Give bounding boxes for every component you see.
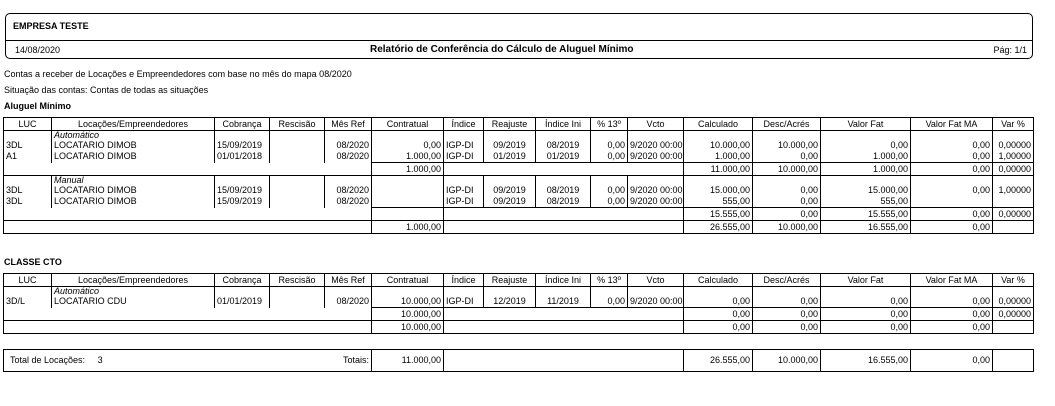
subtotal-desc-acres: 0,00 bbox=[753, 308, 821, 321]
subtotal-calculado: 11.000,00 bbox=[684, 163, 753, 176]
cell-luc: 3DL bbox=[4, 140, 52, 151]
cell-rescisao bbox=[270, 151, 325, 163]
cell-vcto bbox=[628, 287, 684, 297]
total-calculado: 26.555,00 bbox=[684, 350, 753, 372]
total-var bbox=[993, 350, 1034, 372]
col-header-locacoes: Locações/Empreendedores bbox=[52, 274, 215, 287]
cell-luc: A1 bbox=[4, 151, 52, 163]
cell-locacoes: LOCATARIO DIMOB bbox=[52, 185, 215, 196]
cell-valor-fat-ma: 0,00 bbox=[911, 151, 993, 163]
total-blank bbox=[4, 321, 372, 334]
subtotal-calculado: 0,00 bbox=[684, 308, 753, 321]
cell-contratual bbox=[372, 185, 444, 196]
cell-valor-fat-ma: 0,00 bbox=[911, 296, 993, 308]
cell-locacoes: LOCATARIO DIMOB bbox=[52, 196, 215, 208]
col-header-indice-ini: Índice Ini bbox=[536, 274, 591, 287]
cell-desc-acres bbox=[753, 176, 821, 186]
total-locacoes-label: Total de Locações: bbox=[10, 355, 86, 365]
group-label-row bbox=[4, 131, 1034, 141]
cell-vcto: 9/2020 00:00 bbox=[628, 185, 684, 196]
cell-luc bbox=[4, 176, 52, 186]
cell-indice: IGP-DI bbox=[444, 196, 484, 208]
subtotal-desc-acres: 10.000,00 bbox=[753, 163, 821, 176]
cell-indice-ini: 08/2019 bbox=[536, 196, 591, 208]
cell-rescisao bbox=[270, 140, 325, 151]
cell-vcto: 9/2020 00:00 bbox=[628, 151, 684, 163]
col-header-contratual: Contratual bbox=[372, 274, 444, 287]
cell-reajuste bbox=[484, 131, 536, 141]
col-header-reajuste: Reajuste bbox=[484, 274, 536, 287]
subtotal-var: 0,00000 bbox=[993, 308, 1034, 321]
aluguel-minimo-table bbox=[3, 117, 1034, 234]
cell-reajuste: 12/2019 bbox=[484, 296, 536, 308]
table-row bbox=[4, 296, 1034, 308]
table-header-row bbox=[4, 118, 1034, 131]
cell-contratual bbox=[372, 196, 444, 208]
report-date: 14/08/2020 bbox=[15, 45, 61, 55]
subtotal-valor-fat: 0,00 bbox=[821, 308, 911, 321]
col-header-luc: LUC bbox=[4, 118, 52, 131]
cell-rescisao bbox=[270, 287, 325, 297]
cell-vcto bbox=[628, 131, 684, 141]
cell-reajuste: 09/2019 bbox=[484, 140, 536, 151]
col-header-contratual: Contratual bbox=[372, 118, 444, 131]
col-header-var: Var % bbox=[993, 274, 1034, 287]
cell-desc-acres: 0,00 bbox=[753, 196, 821, 208]
subtotal-valor-fat-ma: 0,00 bbox=[911, 308, 993, 321]
cell-calculado bbox=[684, 287, 753, 297]
cell-indice-ini: 01/2019 bbox=[536, 151, 591, 163]
cell-mes-ref: 08/2020 bbox=[325, 140, 372, 151]
table-row bbox=[4, 185, 1034, 196]
cell-mes-ref: 08/2020 bbox=[325, 151, 372, 163]
section-total-row bbox=[4, 221, 1034, 234]
cell-pct13: 0,00 bbox=[591, 196, 628, 208]
cell-cobranca: 15/09/2019 bbox=[215, 196, 270, 208]
cell-var: 0,00000 bbox=[993, 296, 1034, 308]
cell-luc: 3D/L bbox=[4, 296, 52, 308]
cell-var bbox=[993, 196, 1034, 208]
col-header-indice-ini: Índice Ini bbox=[536, 118, 591, 131]
cell-desc-acres bbox=[753, 131, 821, 141]
info-line-1: Contas a receber de Locações e Empreendedores com base no mês do mapa 08/2020 bbox=[4, 69, 352, 79]
cell-var: 1,00000 bbox=[993, 151, 1034, 163]
cell-cobranca bbox=[215, 287, 270, 297]
section-total-calculado: 0,00 bbox=[684, 321, 753, 334]
cell-vcto bbox=[628, 176, 684, 186]
header-divider bbox=[6, 40, 1032, 41]
total-mid-blank bbox=[444, 221, 684, 234]
totais-label: Totais: bbox=[215, 350, 372, 372]
table-row bbox=[4, 196, 1034, 208]
total-valor-fat: 16.555,00 bbox=[821, 350, 911, 372]
group-label: Automático bbox=[52, 131, 215, 141]
cell-indice-ini: 08/2019 bbox=[536, 140, 591, 151]
cell-valor-fat-ma bbox=[911, 287, 993, 297]
cell-calculado bbox=[684, 176, 753, 186]
cell-valor-fat: 1.000,00 bbox=[821, 151, 911, 163]
cell-luc: 3DL bbox=[4, 196, 52, 208]
col-header-locacoes: Locações/Empreendedores bbox=[52, 118, 215, 131]
cell-calculado: 15.000,00 bbox=[684, 185, 753, 196]
table-row bbox=[4, 151, 1034, 163]
section-total-contratual: 1.000,00 bbox=[372, 221, 444, 234]
col-header-mes-ref: Mês Ref bbox=[325, 118, 372, 131]
cell-indice: IGP-DI bbox=[444, 140, 484, 151]
subtotal-contratual bbox=[372, 208, 444, 221]
subtotal-calculado: 15.555,00 bbox=[684, 208, 753, 221]
cell-rescisao bbox=[270, 131, 325, 141]
cell-indice bbox=[444, 287, 484, 297]
company-name: EMPRESA TESTE bbox=[13, 21, 89, 31]
cell-valor-fat: 0,00 bbox=[821, 296, 911, 308]
cell-locacoes: LOCATARIO CDU bbox=[52, 296, 215, 308]
section-total-var bbox=[993, 221, 1034, 234]
col-header-pct13: % 13º bbox=[591, 274, 628, 287]
cell-var bbox=[993, 176, 1034, 186]
cell-cobranca: 15/09/2019 bbox=[215, 185, 270, 196]
total-blank bbox=[444, 350, 684, 372]
cell-calculado: 10.000,00 bbox=[684, 140, 753, 151]
cell-indice: IGP-DI bbox=[444, 296, 484, 308]
cell-vcto: 9/2020 00:00 bbox=[628, 196, 684, 208]
section-total-valor-fat-ma: 0,00 bbox=[911, 321, 993, 334]
col-header-var: Var % bbox=[993, 118, 1034, 131]
cell-cobranca: 01/01/2018 bbox=[215, 151, 270, 163]
cell-cobranca bbox=[215, 176, 270, 186]
section-total-calculado: 26.555,00 bbox=[684, 221, 753, 234]
col-header-pct13: % 13º bbox=[591, 118, 628, 131]
cell-valor-fat-ma bbox=[911, 176, 993, 186]
section-total-var bbox=[993, 321, 1034, 334]
cell-mes-ref bbox=[325, 131, 372, 141]
col-header-luc: LUC bbox=[4, 274, 52, 287]
table-header-row bbox=[4, 274, 1034, 287]
cell-valor-fat-ma: 0,00 bbox=[911, 185, 993, 196]
cell-contratual: 1.000,00 bbox=[372, 151, 444, 163]
section-total-valor-fat-ma: 0,00 bbox=[911, 221, 993, 234]
report-title: Relatório de Conferência do Cálculo de Aluguel Mínimo bbox=[370, 44, 634, 55]
cell-valor-fat-ma bbox=[911, 196, 993, 208]
cell-contratual: 10.000,00 bbox=[372, 296, 444, 308]
col-header-desc-acres: Desc/Acrés bbox=[753, 274, 821, 287]
report-header bbox=[5, 13, 1033, 59]
subtotal-blank bbox=[4, 308, 372, 321]
cell-valor-fat: 0,00 bbox=[821, 140, 911, 151]
col-header-mes-ref: Mês Ref bbox=[325, 274, 372, 287]
cell-mes-ref: 08/2020 bbox=[325, 196, 372, 208]
col-header-indice: Índice bbox=[444, 118, 484, 131]
cell-locacoes: LOCATARIO DIMOB bbox=[52, 151, 215, 163]
col-header-vcto: Vcto bbox=[628, 118, 684, 131]
col-header-valor-fat-ma: Valor Fat MA bbox=[911, 274, 993, 287]
cell-indice bbox=[444, 131, 484, 141]
subtotal-blank bbox=[4, 208, 372, 221]
col-header-desc-acres: Desc/Acrés bbox=[753, 118, 821, 131]
cell-luc: 3DL bbox=[4, 185, 52, 196]
total-locacoes-value: 3 bbox=[97, 355, 103, 365]
cell-var: 0,00000 bbox=[993, 140, 1034, 151]
subtotal-valor-fat-ma: 0,00 bbox=[911, 163, 993, 176]
cell-mes-ref bbox=[325, 287, 372, 297]
subtotal-row bbox=[4, 163, 1034, 176]
cell-mes-ref: 08/2020 bbox=[325, 296, 372, 308]
cell-rescisao bbox=[270, 196, 325, 208]
cell-rescisao bbox=[270, 176, 325, 186]
group-label: Manual bbox=[52, 176, 215, 186]
cell-indice-ini: 08/2019 bbox=[536, 185, 591, 196]
cell-rescisao bbox=[270, 185, 325, 196]
cell-locacoes: LOCATARIO DIMOB bbox=[52, 140, 215, 151]
col-header-calculado: Calculado bbox=[684, 274, 753, 287]
totals-row bbox=[4, 350, 1034, 372]
subtotal-mid-blank bbox=[444, 163, 684, 176]
col-header-rescisao: Rescisão bbox=[270, 118, 325, 131]
cell-valor-fat bbox=[821, 131, 911, 141]
subtotal-var: 0,00000 bbox=[993, 163, 1034, 176]
cell-indice-ini bbox=[536, 131, 591, 141]
total-valor-fat-ma: 0,00 bbox=[911, 350, 993, 372]
total-contratual: 11.000,00 bbox=[372, 350, 444, 372]
cell-var bbox=[993, 287, 1034, 297]
cell-contratual bbox=[372, 287, 444, 297]
section-total-contratual: 10.000,00 bbox=[372, 321, 444, 334]
page-number: Pág: 1/1 bbox=[993, 45, 1027, 55]
subtotal-valor-fat: 15.555,00 bbox=[821, 208, 911, 221]
cell-reajuste bbox=[484, 176, 536, 186]
col-header-indice: Índice bbox=[444, 274, 484, 287]
subtotal-mid-blank bbox=[444, 208, 684, 221]
table-row bbox=[4, 140, 1034, 151]
col-header-valor-fat: Valor Fat bbox=[821, 118, 911, 131]
cell-pct13: 0,00 bbox=[591, 185, 628, 196]
subtotal-valor-fat: 1.000,00 bbox=[821, 163, 911, 176]
cell-contratual: 0,00 bbox=[372, 140, 444, 151]
section-total-desc-acres: 0,00 bbox=[753, 321, 821, 334]
cell-indice-ini bbox=[536, 176, 591, 186]
cell-var bbox=[993, 131, 1034, 141]
total-locacoes-cell bbox=[4, 350, 215, 372]
classe-cto-table bbox=[3, 273, 1034, 334]
section-title-classe: CLASSE CTO bbox=[4, 257, 62, 267]
cell-valor-fat: 15.000,00 bbox=[821, 185, 911, 196]
subtotal-valor-fat-ma: 0,00 bbox=[911, 208, 993, 221]
cell-cobranca: 01/01/2019 bbox=[215, 296, 270, 308]
cell-calculado: 1.000,00 bbox=[684, 151, 753, 163]
cell-reajuste: 01/2019 bbox=[484, 151, 536, 163]
subtotal-var: 0,00000 bbox=[993, 208, 1034, 221]
subtotal-contratual: 10.000,00 bbox=[372, 308, 444, 321]
cell-var: 1,00000 bbox=[993, 185, 1034, 196]
cell-indice-ini: 11/2019 bbox=[536, 296, 591, 308]
cell-reajuste: 09/2019 bbox=[484, 185, 536, 196]
cell-luc bbox=[4, 131, 52, 141]
cell-desc-acres: 0,00 bbox=[753, 151, 821, 163]
cell-indice-ini bbox=[536, 287, 591, 297]
section-title-aluguel: Aluguel Mínimo bbox=[4, 101, 71, 111]
col-header-cobranca: Cobrança bbox=[215, 118, 270, 131]
col-header-vcto: Vcto bbox=[628, 274, 684, 287]
cell-calculado: 555,00 bbox=[684, 196, 753, 208]
subtotal-row bbox=[4, 308, 1034, 321]
cell-valor-fat-ma bbox=[911, 131, 993, 141]
cell-desc-acres: 10.000,00 bbox=[753, 140, 821, 151]
cell-luc bbox=[4, 287, 52, 297]
totals-table bbox=[3, 349, 1034, 372]
cell-pct13 bbox=[591, 176, 628, 186]
cell-valor-fat: 555,00 bbox=[821, 196, 911, 208]
cell-cobranca bbox=[215, 131, 270, 141]
cell-pct13: 0,00 bbox=[591, 140, 628, 151]
group-label: Automático bbox=[52, 287, 215, 297]
col-header-calculado: Calculado bbox=[684, 118, 753, 131]
subtotal-mid-blank bbox=[444, 308, 684, 321]
col-header-valor-fat: Valor Fat bbox=[821, 274, 911, 287]
cell-desc-acres bbox=[753, 287, 821, 297]
cell-contratual bbox=[372, 176, 444, 186]
cell-valor-fat bbox=[821, 287, 911, 297]
subtotal-row bbox=[4, 208, 1034, 221]
cell-valor-fat bbox=[821, 176, 911, 186]
section-total-desc-acres: 10.000,00 bbox=[753, 221, 821, 234]
cell-cobranca: 15/09/2019 bbox=[215, 140, 270, 151]
total-mid-blank bbox=[444, 321, 684, 334]
cell-contratual bbox=[372, 131, 444, 141]
cell-calculado bbox=[684, 131, 753, 141]
cell-pct13 bbox=[591, 287, 628, 297]
cell-desc-acres: 0,00 bbox=[753, 185, 821, 196]
cell-pct13 bbox=[591, 131, 628, 141]
section-total-row bbox=[4, 321, 1034, 334]
cell-pct13: 0,00 bbox=[591, 151, 628, 163]
cell-pct13: 0,00 bbox=[591, 296, 628, 308]
section-total-valor-fat: 16.555,00 bbox=[821, 221, 911, 234]
subtotal-desc-acres: 0,00 bbox=[753, 208, 821, 221]
cell-rescisao bbox=[270, 296, 325, 308]
section-total-valor-fat: 0,00 bbox=[821, 321, 911, 334]
cell-desc-acres: 0,00 bbox=[753, 296, 821, 308]
cell-vcto: 9/2020 00:00 bbox=[628, 296, 684, 308]
cell-valor-fat-ma: 0,00 bbox=[911, 140, 993, 151]
col-header-rescisao: Rescisão bbox=[270, 274, 325, 287]
total-desc: 10.000,00 bbox=[753, 350, 821, 372]
col-header-reajuste: Reajuste bbox=[484, 118, 536, 131]
total-blank bbox=[4, 221, 372, 234]
cell-calculado: 0,00 bbox=[684, 296, 753, 308]
info-line-2: Situação das contas: Contas de todas as situações bbox=[4, 85, 209, 95]
cell-mes-ref: 08/2020 bbox=[325, 185, 372, 196]
cell-vcto: 9/2020 00:00 bbox=[628, 140, 684, 151]
col-header-cobranca: Cobrança bbox=[215, 274, 270, 287]
group-label-row bbox=[4, 287, 1034, 297]
cell-reajuste: 09/2019 bbox=[484, 196, 536, 208]
col-header-valor-fat-ma: Valor Fat MA bbox=[911, 118, 993, 131]
subtotal-blank bbox=[4, 163, 372, 176]
cell-indice: IGP-DI bbox=[444, 185, 484, 196]
cell-indice bbox=[444, 176, 484, 186]
subtotal-contratual: 1.000,00 bbox=[372, 163, 444, 176]
cell-indice: IGP-DI bbox=[444, 151, 484, 163]
cell-reajuste bbox=[484, 287, 536, 297]
cell-mes-ref bbox=[325, 176, 372, 186]
group-label-row bbox=[4, 176, 1034, 186]
